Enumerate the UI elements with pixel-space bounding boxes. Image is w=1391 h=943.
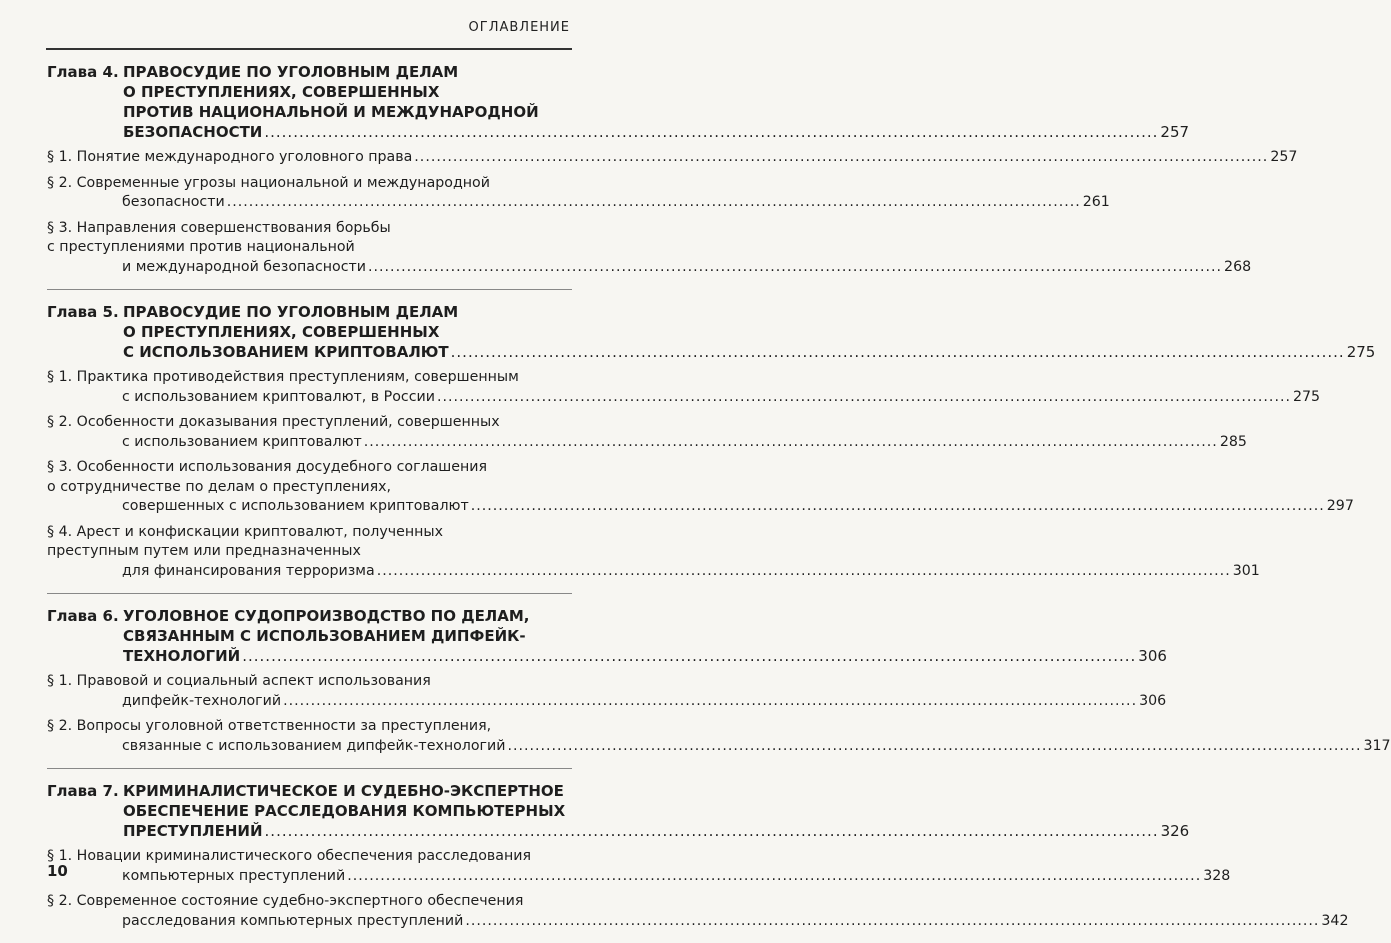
section-page-number: 317: [1363, 737, 1391, 754]
section-page-number: 301: [1232, 562, 1260, 579]
section-title-line: с преступлениями против национальной: [47, 239, 355, 255]
chapter-title-line: БЕЗОПАСНОСТИ: [123, 123, 263, 141]
section-leader-row: [47, 912, 1349, 932]
section-title-line: безопасности: [122, 194, 225, 210]
chapter-title-line: С ИСПОЛЬЗОВАНИЕМ КРИПТОВАЛЮТ: [123, 343, 449, 361]
section-title-line: расследования компьютерных преступлений: [122, 912, 464, 929]
section-title-line: для финансирования терроризма: [122, 562, 375, 579]
dot-leader: [264, 122, 1158, 142]
chapter-page-number: 257: [1160, 123, 1190, 141]
dot-leader: [347, 867, 1201, 887]
toc-section: [47, 523, 1260, 582]
chapter-label: Глава 6.: [47, 607, 119, 625]
chapter-title-line: ПРАВОСУДИЕ ПО УГОЛОВНЫМ ДЕЛАМ: [123, 63, 459, 81]
chapter-heading: [47, 302, 1376, 362]
dot-leader: [471, 497, 1325, 517]
toc-section: [47, 174, 1110, 213]
chapter-title-line: УГОЛОВНОЕ СУДОПРОИЗВОДСТВО ПО ДЕЛАМ,: [123, 607, 530, 625]
chapter-title: [123, 781, 1189, 841]
toc-chapter: [47, 593, 1391, 756]
chapter-heading: [47, 606, 1167, 666]
section-title-line: связанные с использованием дипфейк-технологий: [122, 737, 506, 754]
chapter-title: [123, 302, 1375, 362]
section-title-line: § 3. Направления совершенствования борьбы: [47, 219, 391, 236]
dot-leader: [265, 821, 1159, 841]
chapter-title-leader-row: [123, 122, 1189, 142]
toc-section: [47, 368, 1321, 407]
section-title-line: § 2. Вопросы уголовной ответственности за преступления,: [47, 718, 492, 734]
section-title-line: дипфейк-технологий: [122, 692, 282, 709]
section-title-line: § 1. Правовой и социальный аспект использования: [47, 673, 431, 689]
section-page-number: 297: [1326, 498, 1354, 514]
section-title-line: § 2. Особенности доказывания преступлений, совершенных: [47, 414, 500, 430]
dot-leader: [227, 193, 1081, 213]
section-leader-row: [47, 193, 1110, 213]
page-number: 10: [47, 862, 68, 880]
section-leader-row: [47, 737, 1391, 757]
dot-leader: [364, 433, 1218, 453]
dot-leader: [242, 646, 1136, 666]
section-page-number: 328: [1203, 867, 1231, 884]
chapter-label: Глава 4.: [47, 63, 119, 81]
toc-section: [47, 717, 1391, 756]
toc-section: [47, 148, 1298, 168]
chapter-title-leader-row: [123, 342, 1375, 362]
chapter-title-line: О ПРЕСТУПЛЕНИЯХ, СОВЕРШЕННЫХ: [123, 323, 440, 341]
section-leader-row: [47, 867, 1231, 887]
chapter-title-line: О ПРЕСТУПЛЕНИЯХ, СОВЕРШЕННЫХ: [123, 83, 440, 101]
section-title-line: о сотрудничестве по делам о преступлениях,: [47, 478, 392, 495]
toc-chapter: [47, 768, 1349, 931]
chapter-heading: [47, 781, 1190, 841]
chapter-page-number: 326: [1160, 822, 1190, 840]
header-rule: [46, 48, 572, 50]
section-title-line: § 2. Современные угрозы национальной и международной: [47, 174, 490, 191]
toc-section: [47, 458, 1354, 517]
chapter-title-line: КРИМИНАЛИСТИЧЕСКОЕ И СУДЕБНО-ЭКСПЕРТНОЕ: [123, 782, 564, 800]
section-leader-row: [47, 258, 1252, 278]
chapter-title-line: ПРОТИВ НАЦИОНАЛЬНОЙ И МЕЖДУНАРОДНОЙ: [123, 103, 539, 121]
chapter-title-leader-row: [123, 821, 1189, 841]
dot-leader: [507, 737, 1361, 757]
section-title-line: § 4. Арест и конфискации криптовалют, полученных: [47, 523, 443, 540]
section-page-number: 306: [1139, 692, 1167, 709]
section-title-line: § 1. Понятие международного уголовного права: [47, 149, 413, 165]
section-page-number: 342: [1321, 912, 1349, 929]
section-leader-row: [47, 388, 1321, 408]
chapter-title-line: ТЕХНОЛОГИЙ: [123, 647, 241, 665]
section-leader-row: [47, 148, 1298, 168]
section-title-line: § 1. Новации криминалистического обеспечения расследования: [47, 848, 532, 864]
section-title-line: § 2. Современное состояние судебно-экспертного обеспечения: [47, 893, 524, 909]
section-page-number: 261: [1082, 194, 1110, 210]
section-title-line: совершенных с использованием криптовалют: [122, 498, 469, 514]
toc-section: [47, 219, 1252, 278]
toc-chapter: [47, 289, 1376, 581]
section-leader-row: [47, 497, 1354, 517]
section-title-line: с использованием криптовалют, в России: [122, 388, 435, 405]
chapter-title: [123, 606, 1167, 666]
dot-leader: [451, 342, 1345, 362]
section-leader-row: [47, 692, 1167, 712]
chapter-title-leader-row: [123, 646, 1167, 666]
chapter-title-line: ПРЕСТУПЛЕНИЙ: [123, 822, 263, 840]
chapter-page-number: 275: [1346, 343, 1376, 361]
section-leader-row: [47, 562, 1260, 582]
toc-section: [47, 413, 1247, 452]
table-of-contents: [47, 62, 1391, 943]
dot-leader: [368, 258, 1222, 278]
dot-leader: [465, 912, 1319, 932]
chapter-title-line: ПРАВОСУДИЕ ПО УГОЛОВНЫМ ДЕЛАМ: [123, 303, 459, 321]
section-title-line: § 1. Практика противодействия преступлениям, совершенным: [47, 369, 519, 385]
section-title-line: компьютерных преступлений: [122, 867, 346, 884]
chapter-heading: [47, 62, 1190, 142]
section-title-line: с использованием криптовалют: [122, 433, 362, 450]
chapter-title-line: СВЯЗАННЫМ С ИСПОЛЬЗОВАНИЕМ ДИПФЕЙК-: [123, 627, 526, 645]
toc-section: [47, 847, 1231, 886]
dot-leader: [414, 148, 1268, 168]
chapter-page-number: 306: [1138, 647, 1167, 665]
dot-leader: [283, 692, 1137, 712]
running-head: ОГЛАВЛЕНИЕ: [468, 20, 570, 35]
chapter-title: [123, 62, 1189, 142]
section-page-number: 275: [1292, 388, 1321, 405]
toc-section: [47, 892, 1349, 931]
toc-section: [47, 672, 1167, 711]
chapter-title-line: ОБЕСПЕЧЕНИЕ РАССЛЕДОВАНИЯ КОМПЬЮТЕРНЫХ: [123, 802, 566, 820]
chapter-label: Глава 7.: [47, 782, 119, 800]
section-page-number: 285: [1219, 433, 1247, 450]
section-page-number: 268: [1224, 258, 1252, 275]
section-page-number: 257: [1270, 149, 1298, 165]
dot-leader: [377, 562, 1231, 582]
dot-leader: [437, 388, 1291, 408]
section-title-line: преступным путем или предназначенных: [47, 543, 361, 559]
chapter-label: Глава 5.: [47, 303, 119, 321]
toc-chapter: [47, 62, 1298, 277]
section-leader-row: [47, 433, 1247, 453]
section-title-line: и международной безопасности: [122, 258, 367, 275]
section-title-line: § 3. Особенности использования досудебного соглашения: [47, 459, 488, 475]
